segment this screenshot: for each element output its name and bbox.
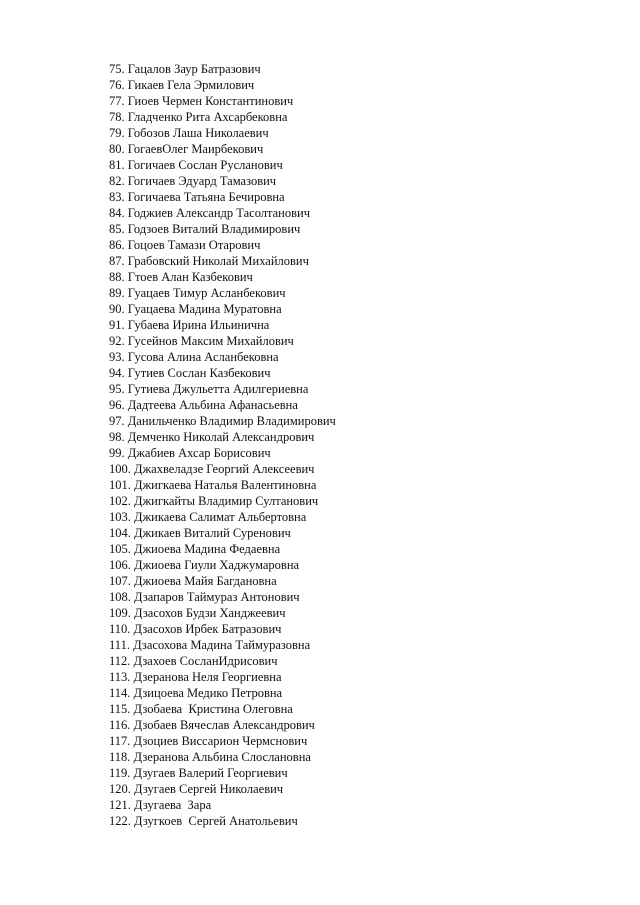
list-item: 94. Гутиев Сослан Казбекович <box>109 366 271 380</box>
name-list <box>109 61 336 829</box>
list-item: 101. Джигкаева Наталья Валентиновна <box>109 478 317 492</box>
list-item: 86. Гоцоев Тамази Отарович <box>109 238 261 252</box>
list-item: 83. Гогичаева Татьяна Бечировна <box>109 190 285 204</box>
list-item: 120. Дзугаев Сергей Николаевич <box>109 782 284 796</box>
list-item: 98. Демченко Николай Александрович <box>109 430 315 444</box>
list-item: 77. Гиоев Чермен Константинович <box>109 94 294 108</box>
list-item: 81. Гогичаев Сослан Русланович <box>109 158 283 172</box>
list-item: 85. Годзоев Виталий Владимирович <box>109 222 301 236</box>
list-item: 89. Гуацаев Тимур Асланбекович <box>109 286 286 300</box>
list-item: 113. Дзеранова Неля Георгиевна <box>109 670 282 684</box>
list-item: 90. Гуацаева Мадина Муратовна <box>109 302 282 316</box>
list-item: 121. Дзугаева Зара <box>109 798 212 812</box>
list-item: 122. Дзугкоев Сергей Анатольевич <box>109 814 298 828</box>
list-item: 105. Джиоева Мадина Федаевна <box>109 542 281 556</box>
list-item: 79. Гобозов Лаша Николаевич <box>109 126 269 140</box>
list-item: 115. Дзобаева Кристина Олеговна <box>109 702 293 716</box>
list-item: 99. Джабиев Ахсар Борисович <box>109 446 271 460</box>
list-item: 118. Дзеранова Альбина Слослановна <box>109 750 311 764</box>
list-item: 93. Гусова Алина Асланбековна <box>109 350 279 364</box>
list-item: 106. Джиоева Гиули Хаджумаровна <box>109 558 300 572</box>
list-item: 114. Дзицоева Медико Петровна <box>109 686 283 700</box>
list-item: 119. Дзугаев Валерий Георгиевич <box>109 766 288 780</box>
list-item: 102. Джигкайты Владимир Султанович <box>109 494 319 508</box>
list-item: 107. Джиоева Майя Багдановна <box>109 574 277 588</box>
list-item: 82. Гогичаев Эдуард Тамазович <box>109 174 277 188</box>
list-item: 111. Дзасохова Мадина Таймуразовна <box>109 638 311 652</box>
list-item: 112. Дзахоев СосланИдрисович <box>109 654 278 668</box>
list-item: 116. Дзобаев Вячеслав Александрович <box>109 718 315 732</box>
list-item: 75. Гацалов Заур Батразович <box>109 62 261 76</box>
list-item: 76. Гикаев Гела Эрмилович <box>109 78 255 92</box>
list-item: 80. ГогаевОлег Маирбекович <box>109 142 264 156</box>
list-item: 95. Гутиева Джульетта Адилгериевна <box>109 382 309 396</box>
list-item: 100. Джахвеладзе Георгий Алексеевич <box>109 462 315 476</box>
list-item: 87. Грабовский Николай Михайлович <box>109 254 309 268</box>
list-item: 104. Джикаев Виталий Суренович <box>109 526 291 540</box>
list-item: 88. Гтоев Алан Казбекович <box>109 270 253 284</box>
list-item: 117. Дзоциев Виссарион Чермснович <box>109 734 308 748</box>
list-item: 78. Гладченко Рита Ахсарбековна <box>109 110 288 124</box>
list-item: 103. Джикаева Салимат Альбертовна <box>109 510 307 524</box>
list-item: 96. Дадтеева Альбина Афанасьевна <box>109 398 298 412</box>
list-item: 110. Дзасохов Ирбек Батразович <box>109 622 282 636</box>
list-item: 109. Дзасохов Будзи Ханджеевич <box>109 606 286 620</box>
list-item: 84. Годжиев Александр Тасолтанович <box>109 206 311 220</box>
list-item: 91. Губаева Ирина Ильинична <box>109 318 270 332</box>
list-item: 92. Гусейнов Максим Михайлович <box>109 334 294 348</box>
list-item: 108. Дзапаров Таймураз Антонович <box>109 590 300 604</box>
list-item: 97. Данильченко Владимир Владимирович <box>109 414 336 428</box>
